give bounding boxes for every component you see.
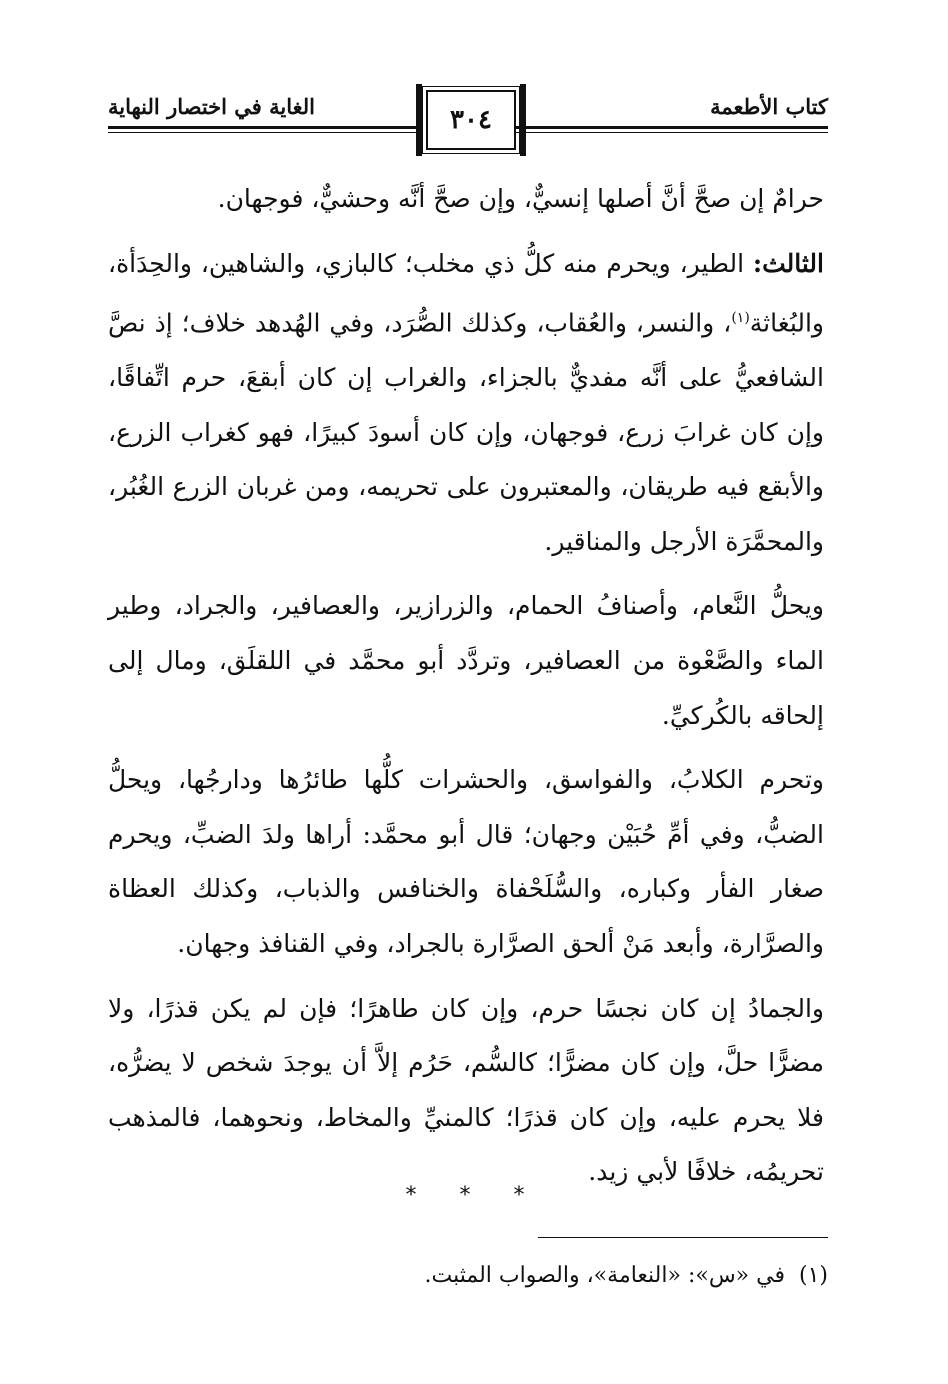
page-number-frame [426, 90, 516, 150]
book-title: الغاية في اختصار النهاية [108, 94, 315, 119]
paragraph-4: وتحرم الكلابُ، والفواسق، والحشرات كلُّها طائرُها ودارجُها، ويحلُّ الضبُّ، وفي أمِّ حُبَيْن وجهان؛ قال أبو محمَّد: أراها ولدَ الضبِّ، ويحرم صغار الفأر وكباره، والسُّلَحْفاة والخنافس والذباب، وكذلك العظاة والصرَّارة، وأبعد مَنْ ألحق الصرَّارة بالجراد، وفي القنافذ وجهان. [108, 765, 824, 959]
paragraph-2 [108, 237, 824, 570]
section-lead: الثالث: [752, 248, 824, 278]
section-ornament: * * * [405, 1183, 543, 1208]
paragraph-1: حرامٌ إن صحَّ أنَّ أصلها إنسيٌّ، وإن صحَّ أنَّه وحشيٌّ، فوجهان. [217, 184, 824, 213]
paragraph-2-part-b: ، والنسر، والعُقاب، وكذلك الصُّرَد، وفي الهُدهد خلاف؛ إذ نصَّ الشافعيُّ على أنَّه مفديٌّ بالجزاء، والغراب إن كان أبقعَ، حرم اتِّفاقًا، وإن كان غرابَ زرع، فوجهان، وإن كان أسودَ كبيرًا، فهو كغراب الزرع، والأبقع فيه طريقان، والمعتبرون على تحريمه، ومن غربان الزرع الغُبُر، والمحمَّرَة الأرجل والمناقير. [108, 308, 824, 556]
footnote [108, 1258, 828, 1294]
footnote-reference: (١) [731, 310, 750, 327]
page-number: ٣٠٤ [450, 105, 492, 135]
header-rule-right [516, 126, 828, 129]
paragraph-5: والجمادُ إن كان نجسًا حرم، وإن كان طاهرًا؛ فإن لم يكن قذرًا، ولا مضرًّا حلَّ، وإن كان مضرًّا؛ كالسُّم، حَرُم إلاَّ أن يوجدَ شخص لا يضرُّه، فلا يحرم عليه، وإن كان قذرًا؛ كالمنيِّ والمخاط، ونحوهما، فالمذهب تحريمُه، خلافًا لأبي زيد. [108, 993, 824, 1187]
header-rule-left [108, 126, 418, 129]
page-header [108, 88, 828, 158]
main-text [108, 172, 824, 1200]
paragraph-2-part-a: الطير، ويحرم منه كلُّ ذي مخلب؛ كالبازي، والشاهين، والحِدَأة، والبُغاثة [108, 248, 824, 338]
footnote-text: في «س»: «النعامة»، والصواب المثبت. [424, 1263, 785, 1288]
footnote-mark: (١) [798, 1263, 828, 1288]
chapter-title: كتاب الأطعمة [710, 94, 828, 119]
footnote-separator [538, 1237, 828, 1238]
paragraph-3: ويحلُّ النَّعام، وأصنافُ الحمام، والزرازير، والعصافير، والجراد، وطير الماء والصَّعْوة من العصافير، وتردَّد أبو محمَّد في اللقلَق، ومال إلى إلحاقه بالكُركيِّ. [108, 591, 824, 730]
